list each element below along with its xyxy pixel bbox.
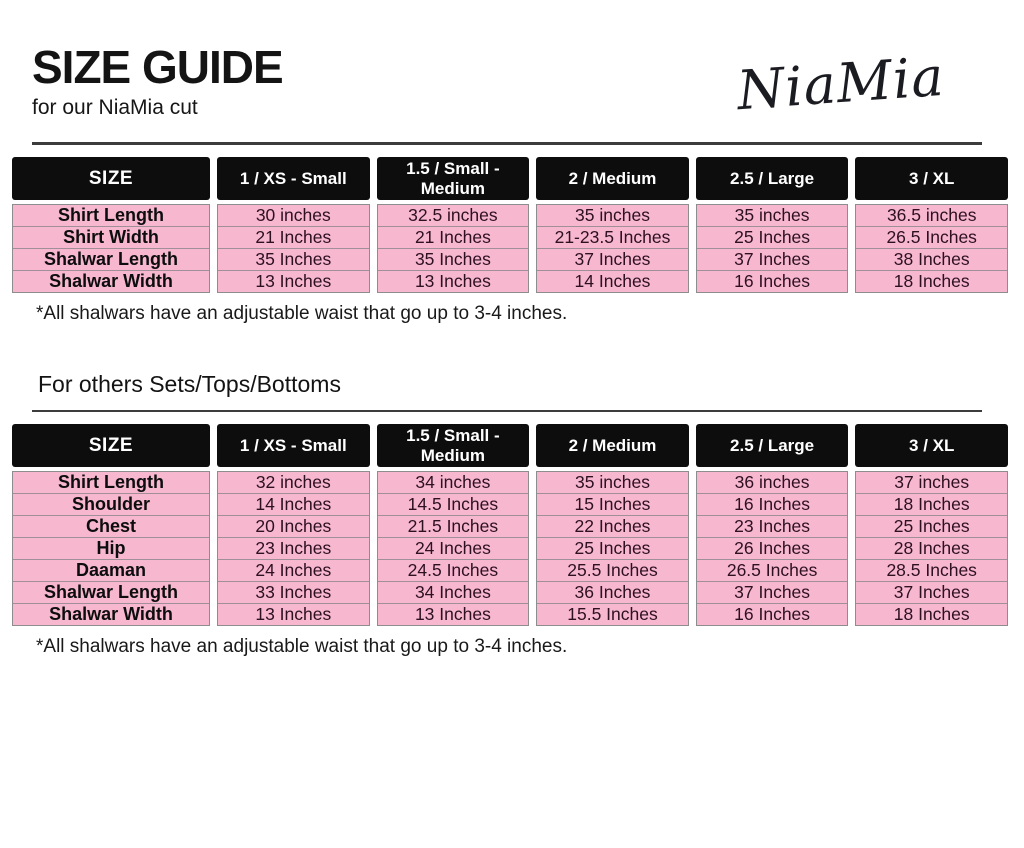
measurement-value: 25 Inches bbox=[697, 226, 848, 248]
size-data-column bbox=[217, 424, 370, 626]
column-header: 1.5 / Small - Medium bbox=[377, 157, 530, 200]
measurement-value: 35 inches bbox=[537, 205, 688, 226]
measurement-value: 37 inches bbox=[856, 472, 1007, 493]
row-label: Shirt Length bbox=[13, 472, 209, 493]
measurement-value: 14 Inches bbox=[218, 493, 369, 515]
measurement-value: 20 Inches bbox=[218, 515, 369, 537]
column-header: 2 / Medium bbox=[536, 424, 689, 467]
measurement-value: 34 Inches bbox=[378, 581, 529, 603]
measurement-value: 30 inches bbox=[218, 205, 369, 226]
measurement-value: 21 Inches bbox=[378, 226, 529, 248]
column-body bbox=[377, 471, 530, 626]
row-label: Shirt Width bbox=[13, 226, 209, 248]
size-label-column bbox=[12, 157, 210, 293]
column-header: 3 / XL bbox=[855, 424, 1008, 467]
measurement-value: 13 Inches bbox=[218, 603, 369, 625]
column-body bbox=[536, 204, 689, 293]
measurement-value: 23 Inches bbox=[218, 537, 369, 559]
measurement-value: 24 Inches bbox=[218, 559, 369, 581]
measurement-value: 26.5 Inches bbox=[697, 559, 848, 581]
size-data-column bbox=[696, 157, 849, 293]
measurement-value: 32 inches bbox=[218, 472, 369, 493]
column-header: SIZE bbox=[12, 157, 210, 200]
measurement-value: 15 Inches bbox=[537, 493, 688, 515]
measurement-value: 14 Inches bbox=[537, 270, 688, 292]
row-label: Daaman bbox=[13, 559, 209, 581]
section-heading: For others Sets/Tops/Bottoms bbox=[38, 371, 341, 398]
column-body bbox=[536, 471, 689, 626]
brand-logo: NiaMia bbox=[734, 44, 946, 123]
measurement-value: 25.5 Inches bbox=[537, 559, 688, 581]
row-label: Shalwar Length bbox=[13, 581, 209, 603]
measurement-value: 34 inches bbox=[378, 472, 529, 493]
measurement-value: 37 Inches bbox=[697, 248, 848, 270]
row-label: Shalwar Width bbox=[13, 603, 209, 625]
measurement-value: 37 Inches bbox=[697, 581, 848, 603]
measurement-value: 13 Inches bbox=[378, 603, 529, 625]
measurement-value: 16 Inches bbox=[697, 603, 848, 625]
measurement-value: 37 Inches bbox=[537, 248, 688, 270]
measurement-value: 26 Inches bbox=[697, 537, 848, 559]
row-label: Shoulder bbox=[13, 493, 209, 515]
column-body bbox=[855, 471, 1008, 626]
shalwar-waist-footnote: *All shalwars have an adjustable waist that go up to 3-4 inches. bbox=[36, 636, 568, 658]
row-label: Shirt Length bbox=[13, 205, 209, 226]
measurement-value: 25 Inches bbox=[537, 537, 688, 559]
measurement-value: 36 Inches bbox=[537, 581, 688, 603]
size-data-column bbox=[377, 157, 530, 293]
measurement-value: 23 Inches bbox=[697, 515, 848, 537]
page-header bbox=[12, 14, 1012, 142]
measurement-value: 18 Inches bbox=[856, 493, 1007, 515]
measurement-value: 25 Inches bbox=[856, 515, 1007, 537]
niamia-cut-size-table bbox=[12, 157, 1008, 293]
measurement-value: 18 Inches bbox=[856, 270, 1007, 292]
column-header: 3 / XL bbox=[855, 157, 1008, 200]
measurement-value: 24 Inches bbox=[378, 537, 529, 559]
column-header: 2.5 / Large bbox=[696, 157, 849, 200]
size-data-column bbox=[536, 157, 689, 293]
measurement-value: 36 inches bbox=[697, 472, 848, 493]
shalwar-waist-footnote: *All shalwars have an adjustable waist that go up to 3-4 inches. bbox=[36, 303, 568, 325]
column-body bbox=[12, 204, 210, 293]
sets-tops-bottoms-size-table bbox=[12, 424, 1008, 626]
page-subtitle: for our NiaMia cut bbox=[32, 96, 198, 119]
column-body bbox=[855, 204, 1008, 293]
measurement-value: 13 Inches bbox=[378, 270, 529, 292]
column-header: 1 / XS - Small bbox=[217, 424, 370, 467]
size-data-column bbox=[855, 157, 1008, 293]
measurement-value: 35 inches bbox=[697, 205, 848, 226]
measurement-value: 21.5 Inches bbox=[378, 515, 529, 537]
measurement-value: 24.5 Inches bbox=[378, 559, 529, 581]
measurement-value: 14.5 Inches bbox=[378, 493, 529, 515]
measurement-value: 35 Inches bbox=[218, 248, 369, 270]
row-label: Hip bbox=[13, 537, 209, 559]
measurement-value: 21-23.5 Inches bbox=[537, 226, 688, 248]
size-label-column bbox=[12, 424, 210, 626]
column-header: 2.5 / Large bbox=[696, 424, 849, 467]
row-label: Shalwar Width bbox=[13, 270, 209, 292]
column-header: 1.5 / Small - Medium bbox=[377, 424, 530, 467]
measurement-value: 21 Inches bbox=[218, 226, 369, 248]
column-body bbox=[12, 471, 210, 626]
column-header: 2 / Medium bbox=[536, 157, 689, 200]
measurement-value: 35 inches bbox=[537, 472, 688, 493]
measurement-value: 15.5 Inches bbox=[537, 603, 688, 625]
measurement-value: 13 Inches bbox=[218, 270, 369, 292]
size-data-column bbox=[855, 424, 1008, 626]
title-block bbox=[32, 41, 283, 120]
measurement-value: 35 Inches bbox=[378, 248, 529, 270]
row-label: Chest bbox=[13, 515, 209, 537]
size-data-column bbox=[696, 424, 849, 626]
size-data-column bbox=[377, 424, 530, 626]
title-divider bbox=[32, 142, 982, 145]
column-body bbox=[217, 471, 370, 626]
column-header: SIZE bbox=[12, 424, 210, 467]
measurement-value: 37 Inches bbox=[856, 581, 1007, 603]
column-body bbox=[217, 204, 370, 293]
measurement-value: 28.5 Inches bbox=[856, 559, 1007, 581]
measurement-value: 32.5 inches bbox=[378, 205, 529, 226]
measurement-value: 16 Inches bbox=[697, 493, 848, 515]
measurement-value: 16 Inches bbox=[697, 270, 848, 292]
column-body bbox=[377, 204, 530, 293]
measurement-value: 33 Inches bbox=[218, 581, 369, 603]
column-header: 1 / XS - Small bbox=[217, 157, 370, 200]
column-body bbox=[696, 204, 849, 293]
measurement-value: 22 Inches bbox=[537, 515, 688, 537]
measurement-value: 38 Inches bbox=[856, 248, 1007, 270]
size-data-column bbox=[217, 157, 370, 293]
column-body bbox=[696, 471, 849, 626]
measurement-value: 18 Inches bbox=[856, 603, 1007, 625]
measurement-value: 26.5 Inches bbox=[856, 226, 1007, 248]
section-divider bbox=[32, 410, 982, 412]
size-data-column bbox=[536, 424, 689, 626]
page-title: SIZE GUIDE bbox=[32, 41, 283, 93]
row-label: Shalwar Length bbox=[13, 248, 209, 270]
measurement-value: 36.5 inches bbox=[856, 205, 1007, 226]
measurement-value: 28 Inches bbox=[856, 537, 1007, 559]
